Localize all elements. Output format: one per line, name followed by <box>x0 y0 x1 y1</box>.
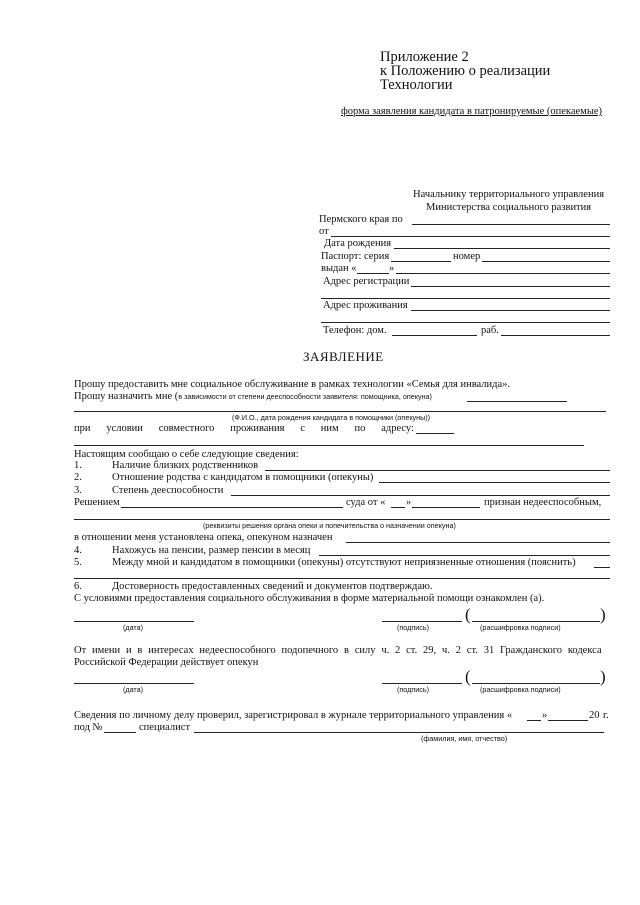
office-line1-start: Сведения по личному делу проверил, зарегистрировал в журнале территориального управления « <box>74 710 513 721</box>
live-address-field-2[interactable] <box>321 322 610 323</box>
assign-request-note: в зависимости от степени дееспособности заявителя: помощника, опекуна) <box>178 392 432 401</box>
item5-number: 5. <box>74 557 82 568</box>
addressee-line1: Начальнику территориального управления <box>413 189 605 200</box>
date-field-1[interactable] <box>74 621 194 622</box>
phone-home-field[interactable] <box>392 335 477 336</box>
sign-field-1[interactable] <box>382 621 462 622</box>
office-year-suffix: г. <box>603 710 609 721</box>
court-label: суда от « <box>346 497 386 508</box>
caption-decode-2: (расшифровка подписи) <box>480 685 561 694</box>
info-intro: Настоящим сообщаю о себе следующие сведения: <box>74 449 299 460</box>
live-address-field[interactable] <box>411 310 610 311</box>
office-specialist-label: специалист <box>139 722 191 733</box>
declared-label: признан недееспособным, <box>484 497 602 508</box>
phone-home-label: Телефон: дом. <box>323 325 387 336</box>
guardian-para-line1: От имени и в интересах недееспособного подопечного в силу ч. 2 ст. 29, ч. 2 ст. 31 Гражданского кодекса <box>74 645 602 656</box>
item2-label: Отношение родства с кандидатом в помощники (опекуны) <box>112 472 374 483</box>
phone-work-label: раб. <box>481 325 499 336</box>
addressee-line2: Министерства социального развития <box>426 202 592 213</box>
office-line2-start: под № <box>74 722 103 733</box>
guardian-para-line2: Российской Федерации действует опекун <box>74 657 259 668</box>
office-number-field[interactable] <box>104 732 136 733</box>
cohab-word: условии <box>106 423 143 434</box>
caption-decision: (реквизиты решения органа опеки и попечительства о назначении опекуна) <box>203 521 456 530</box>
item2-number: 2. <box>74 472 82 483</box>
court-date-field[interactable] <box>412 507 480 508</box>
pension-field[interactable] <box>319 555 610 556</box>
issued-label: выдан « <box>321 263 357 274</box>
cohab-word: ним <box>320 423 339 434</box>
request-paragraph: Прошу предоставить мне социальное обслуживание в рамках технологии «Семья для инвалида». <box>74 379 511 390</box>
cohab-word: при <box>74 423 91 434</box>
appendix-technology: Технологии <box>380 77 453 93</box>
region-field[interactable] <box>412 224 610 225</box>
passport-number-field[interactable] <box>482 261 610 262</box>
guardian-line: в отношении меня установлена опека, опекуном назначен <box>74 532 333 543</box>
passport-series-field[interactable] <box>391 261 451 262</box>
date-field-2[interactable] <box>74 683 194 684</box>
cohab-word: проживания <box>230 423 285 434</box>
consent-line: С условиями предоставления социального обслуживания в форме материальной помощи ознакомлен (а). <box>74 593 545 604</box>
phone-work-field[interactable] <box>501 335 610 336</box>
caption-decode-1: (расшифровка подписи) <box>480 623 561 632</box>
assign-field[interactable] <box>467 401 567 402</box>
decision-field-2[interactable] <box>74 519 610 520</box>
from-field[interactable] <box>331 236 610 237</box>
office-year-prefix: 20 <box>589 710 600 721</box>
item4-number: 4. <box>74 545 82 556</box>
cohab-word: адресу: <box>381 423 414 434</box>
decode-close-paren-1: ) <box>600 605 606 624</box>
item1-label: Наличие близких родственников <box>112 460 259 471</box>
issued-close-quote: » <box>389 263 395 274</box>
appendix-regulation: к Положению о реализации <box>380 63 551 79</box>
item6-number: 6. <box>74 581 82 592</box>
item3-field[interactable] <box>231 495 610 496</box>
sign-field-2[interactable] <box>382 683 462 684</box>
passport-number-label: номер <box>453 251 481 262</box>
office-close-quote: » <box>542 710 548 721</box>
court-day-field[interactable] <box>391 507 405 508</box>
caption-candidate: (Ф.И.О., дата рождения кандидата в помощники (опекуны)) <box>232 413 431 422</box>
item5-field[interactable] <box>594 567 610 568</box>
item2-field[interactable] <box>379 482 610 483</box>
caption-date-1: (дата) <box>123 623 144 632</box>
birth-label: Дата рождения <box>324 238 392 249</box>
item6-label: Достоверность предоставленных сведений и документов подтверждаю. <box>112 581 433 592</box>
decode-field-1[interactable] <box>472 621 600 622</box>
live-address-label: Адрес проживания <box>323 300 408 311</box>
court-close-quote: » <box>406 497 412 508</box>
item5-field-2[interactable] <box>74 578 610 579</box>
from-label: от <box>319 226 329 237</box>
caption-date-2: (дата) <box>123 685 144 694</box>
issued-day-field[interactable] <box>357 273 389 274</box>
item5-label: Между мной и кандидатом в помощники (опекуны) отсутствуют неприязненные отношения (пояснить) <box>112 557 576 568</box>
assign-request-start: Прошу назначить мне ( <box>74 391 179 402</box>
item1-field[interactable] <box>265 470 610 471</box>
office-month-field[interactable] <box>548 720 588 721</box>
assign-field-2[interactable] <box>74 411 606 412</box>
item3-label: Степень дееспособности <box>112 485 224 496</box>
decode-open-paren-2: ( <box>465 667 471 686</box>
office-specialist-field[interactable] <box>194 732 604 733</box>
caption-fio: (фамилия, имя, отчество) <box>421 734 508 743</box>
document-title: ЗАЯВЛЕНИЕ <box>303 349 384 364</box>
guardian-field[interactable] <box>346 542 610 543</box>
cohab-address-field-2[interactable] <box>74 445 584 446</box>
cohabitation-line <box>74 423 414 435</box>
passport-series-label: Паспорт: серия <box>321 251 390 262</box>
item1-number: 1. <box>74 460 82 471</box>
office-day-field[interactable] <box>527 720 541 721</box>
cohab-word: с <box>300 423 305 434</box>
decode-open-paren-1: ( <box>465 605 471 624</box>
appendix-number: Приложение 2 <box>380 49 469 65</box>
decision-label: Решением <box>74 497 120 508</box>
item4-label: Нахожусь на пенсии, размер пенсии в месяц <box>112 545 311 556</box>
decode-close-paren-2: ) <box>600 667 606 686</box>
cohab-address-field[interactable] <box>416 433 454 434</box>
reg-address-label: Адрес регистрации <box>323 276 410 287</box>
decision-field[interactable] <box>121 507 343 508</box>
reg-address-field-2[interactable] <box>321 298 610 299</box>
item3-number: 3. <box>74 485 82 496</box>
assign-request <box>74 391 432 403</box>
birth-field[interactable] <box>394 248 610 249</box>
cohab-word: по <box>354 423 366 434</box>
reg-address-field[interactable] <box>411 286 610 287</box>
caption-sign-1: (подпись) <box>397 623 429 632</box>
form-title: форма заявления кандидата в патронируемые (опекаемые) <box>341 106 603 117</box>
issued-field[interactable] <box>396 273 610 274</box>
region-label: Пермского края по <box>319 214 403 225</box>
caption-sign-2: (подпись) <box>397 685 429 694</box>
cohab-word: совместного <box>158 423 215 434</box>
decode-field-2[interactable] <box>472 683 600 684</box>
